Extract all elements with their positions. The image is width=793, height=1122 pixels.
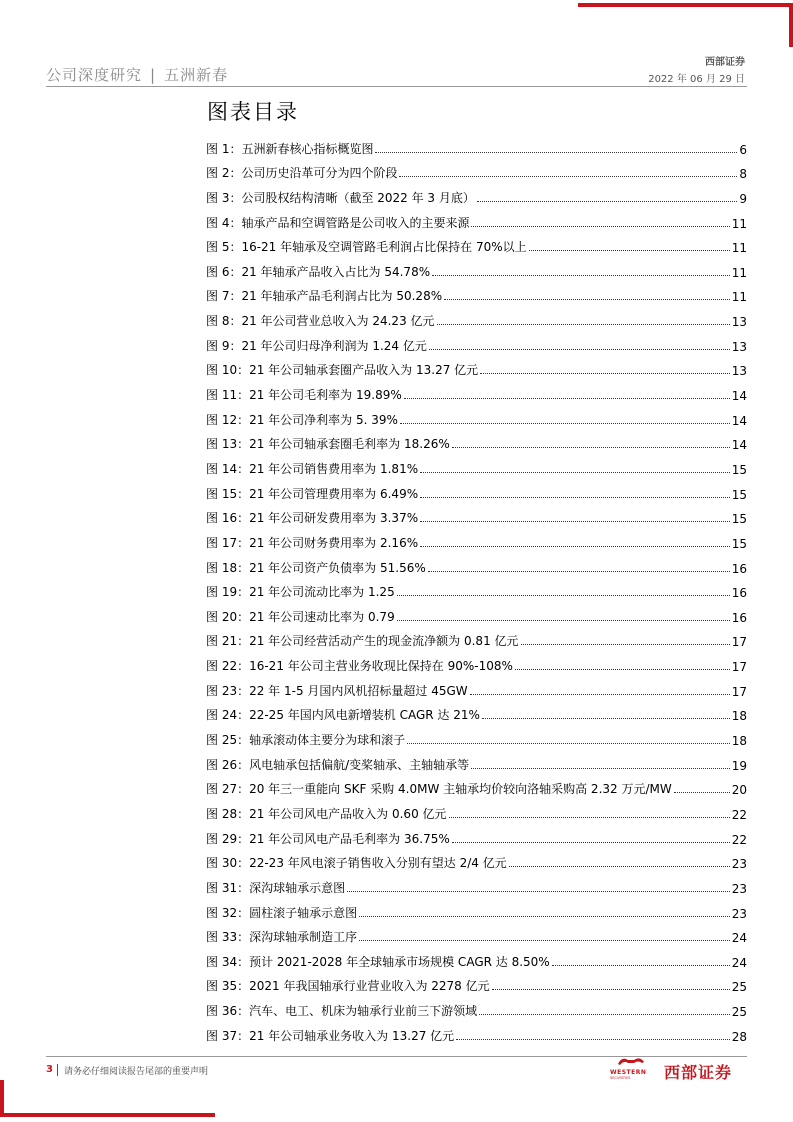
- corner-decoration-top-vertical: [789, 3, 793, 47]
- toc-entry-label: 图 5：16-21 年轴承及空调管路毛利润占比保持在 70%以上: [206, 240, 527, 255]
- toc-dot-leader: [397, 620, 730, 621]
- toc-entry[interactable]: [206, 132, 747, 157]
- toc-entry-page: 28: [731, 1029, 747, 1044]
- toc-entry-label: 图 11：21 年公司毛利率为 19.89%: [206, 388, 402, 403]
- toc-entry-label: 图 22：16-21 年公司主营业务收现比保持在 90%-108%: [206, 659, 513, 674]
- toc-entry-page: 18: [731, 709, 747, 724]
- toc-entry[interactable]: [206, 699, 747, 724]
- toc-dot-leader: [397, 595, 730, 596]
- toc-dot-leader: [429, 349, 730, 350]
- toc-title: 图表目录: [207, 100, 299, 124]
- toc-dot-leader: [404, 398, 730, 399]
- toc-entry-page: 20: [731, 783, 747, 798]
- toc-entry-label: 图 8：21 年公司营业总收入为 24.23 亿元: [206, 314, 435, 329]
- toc-entry-label: 图 17：21 年公司财务费用率为 2.16%: [206, 535, 419, 550]
- toc-entry-label: 图 21：21 年公司经营活动产生的现金流净额为 0.81 亿元: [206, 634, 519, 649]
- toc-entry-label: 图 25：轴承滚动体主要分为球和滚子: [206, 733, 406, 748]
- toc-entry[interactable]: [206, 551, 747, 576]
- toc-dot-leader: [420, 546, 730, 547]
- toc-dot-leader: [674, 792, 730, 793]
- header-brand: 西部证券: [705, 57, 745, 68]
- toc-entry-label: 图 3：公司股权结构清晰（截至 2022 年 3 月底）: [206, 190, 475, 205]
- toc-entry[interactable]: [206, 329, 747, 354]
- logo-subtitle: SECURITIES: [610, 1076, 631, 1080]
- toc-entry[interactable]: [206, 1019, 747, 1044]
- toc-dot-leader: [521, 644, 730, 645]
- toc-entry-page: 15: [731, 512, 747, 527]
- toc-entry-page: 22: [731, 807, 747, 822]
- toc-entry-page: 9: [739, 191, 747, 206]
- toc-entry[interactable]: [206, 502, 747, 527]
- toc-entry[interactable]: [206, 157, 747, 182]
- toc-entry-label: 图 24：22-25 年国内风电新增装机 CAGR 达 21%: [206, 708, 480, 723]
- toc-entry[interactable]: [206, 847, 747, 872]
- toc-dot-leader: [359, 940, 730, 941]
- toc-dot-leader: [471, 768, 730, 769]
- toc-entry-page: 8: [739, 167, 747, 182]
- toc-dot-leader: [359, 916, 730, 917]
- toc-entry-label: 图 10：21 年公司轴承套圈产品收入为 13.27 亿元: [206, 363, 479, 378]
- toc-entry-page: 24: [731, 955, 747, 970]
- toc-dot-leader: [456, 1039, 730, 1040]
- toc-entry-page: 13: [731, 315, 747, 330]
- header-divider: [46, 86, 747, 87]
- header-section: 公司深度研究: [46, 66, 143, 84]
- toc-list: [206, 132, 747, 1044]
- footer-page-number: 3: [46, 1064, 53, 1075]
- toc-entry[interactable]: [206, 526, 747, 551]
- toc-entry-label: 图 36：汽车、电工、机床为轴承行业前三下游领域: [206, 1004, 478, 1019]
- toc-entry-page: 23: [731, 857, 747, 872]
- toc-entry[interactable]: [206, 822, 747, 847]
- logo-english: WESTERN: [610, 1069, 647, 1076]
- footer-disclaimer: 请务必仔细阅读报告尾部的重要声明: [64, 1067, 209, 1077]
- toc-entry[interactable]: [206, 477, 747, 502]
- toc-entry[interactable]: [206, 748, 747, 773]
- toc-entry-label: 图 33：深沟球轴承制造工序: [206, 930, 358, 945]
- toc-dot-leader: [471, 226, 729, 227]
- toc-dot-leader: [479, 1014, 730, 1015]
- toc-entry[interactable]: [206, 378, 747, 403]
- toc-entry-page: 16: [731, 586, 747, 601]
- toc-entry-page: 16: [731, 561, 747, 576]
- toc-entry[interactable]: [206, 723, 747, 748]
- toc-entry[interactable]: [206, 970, 747, 995]
- toc-entry-page: 6: [739, 142, 747, 157]
- toc-dot-leader: [452, 447, 730, 448]
- toc-entry[interactable]: [206, 945, 747, 970]
- toc-entry[interactable]: [206, 280, 747, 305]
- toc-entry[interactable]: [206, 896, 747, 921]
- toc-entry[interactable]: [206, 576, 747, 601]
- toc-entry[interactable]: [206, 403, 747, 428]
- toc-entry-label: 图 15：21 年公司管理费用率为 6.49%: [206, 486, 419, 501]
- toc-entry-page: 22: [731, 832, 747, 847]
- toc-entry[interactable]: [206, 994, 747, 1019]
- toc-dot-leader: [452, 842, 730, 843]
- toc-dot-leader: [399, 176, 737, 177]
- toc-dot-leader: [407, 743, 730, 744]
- toc-entry-label: 图 9：21 年公司归母净利润为 1.24 亿元: [206, 338, 427, 353]
- toc-entry-label: 图 7：21 年轴承产品毛利润占比为 50.28%: [206, 289, 443, 304]
- toc-entry-page: 23: [731, 906, 747, 921]
- toc-dot-leader: [420, 497, 730, 498]
- toc-entry-label: 图 30：22-23 年风电滚子销售收入分别有望达 2/4 亿元: [206, 856, 507, 871]
- toc-dot-leader: [492, 989, 730, 990]
- toc-entry-page: 15: [731, 487, 747, 502]
- toc-entry-label: 图 23：22 年 1-5 月国内风机招标量超过 45GW: [206, 683, 468, 698]
- toc-entry-page: 17: [731, 684, 747, 699]
- corner-decoration-bottom-horizontal: [0, 1113, 215, 1117]
- toc-dot-leader: [515, 669, 730, 670]
- toc-entry-page: 11: [731, 290, 747, 305]
- footer-separator: [57, 1064, 58, 1076]
- toc-entry-page: 25: [731, 980, 747, 995]
- toc-entry-page: 25: [731, 1005, 747, 1020]
- toc-entry[interactable]: [206, 600, 747, 625]
- toc-entry[interactable]: [206, 773, 747, 798]
- toc-entry-page: 19: [731, 758, 747, 773]
- company-logo: [610, 1060, 750, 1082]
- toc-entry-label: 图 34：预计 2021-2028 年全球轴承市场规模 CAGR 达 8.50%: [206, 954, 550, 969]
- toc-entry-label: 图 6：21 年轴承产品收入占比为 54.78%: [206, 264, 431, 279]
- toc-dot-leader: [432, 275, 730, 276]
- toc-entry-label: 图 20：21 年公司速动比率为 0.79: [206, 609, 395, 624]
- toc-entry-page: 17: [731, 635, 747, 650]
- toc-entry[interactable]: [206, 921, 747, 946]
- logo-chinese: 西部证券: [664, 1063, 733, 1082]
- toc-dot-leader: [347, 891, 730, 892]
- toc-entry[interactable]: [206, 797, 747, 822]
- header-separator: |: [150, 66, 157, 84]
- toc-entry-label: 图 35：2021 年我国轴承行业营业收入为 2278 亿元: [206, 979, 490, 994]
- toc-entry-label: 图 27：20 年三一重能向 SKF 采购 4.0MW 主轴承均价较向洛轴采购高 2.32 万元/MW: [206, 782, 672, 797]
- toc-dot-leader: [470, 694, 730, 695]
- toc-dot-leader: [529, 250, 730, 251]
- toc-dot-leader: [428, 571, 730, 572]
- toc-dot-leader: [420, 521, 730, 522]
- toc-entry-label: 图 14：21 年公司销售费用率为 1.81%: [206, 461, 419, 476]
- toc-entry-page: 11: [731, 241, 747, 256]
- toc-entry-label: 图 19：21 年公司流动比率为 1.25: [206, 585, 395, 600]
- toc-dot-leader: [449, 817, 730, 818]
- toc-entry-label: 图 12：21 年公司净利率为 5. 39%: [206, 412, 398, 427]
- toc-dot-leader: [375, 152, 737, 153]
- toc-entry-label: 图 29：21 年公司风电产品毛利率为 36.75%: [206, 831, 450, 846]
- page-header-left: [46, 64, 228, 85]
- toc-entry-label: 图 2：公司历史沿革可分为四个阶段: [206, 166, 398, 181]
- header-company: 五洲新春: [164, 66, 229, 84]
- toc-entry-label: 图 28：21 年公司风电产品收入为 0.60 亿元: [206, 806, 447, 821]
- toc-entry-page: 15: [731, 536, 747, 551]
- toc-dot-leader: [444, 299, 730, 300]
- toc-dot-leader: [552, 965, 730, 966]
- toc-entry[interactable]: [206, 452, 747, 477]
- toc-entry-page: 17: [731, 660, 747, 675]
- toc-entry-page: 11: [731, 265, 747, 280]
- toc-entry[interactable]: [206, 354, 747, 379]
- toc-entry-page: 18: [731, 734, 747, 749]
- toc-entry-page: 13: [731, 339, 747, 354]
- toc-entry-page: 15: [731, 462, 747, 477]
- toc-entry-page: 11: [731, 216, 747, 231]
- header-date: 2022 年 06 月 29 日: [648, 74, 745, 85]
- toc-entry-label: 图 37：21 年公司轴承业务收入为 13.27 亿元: [206, 1028, 455, 1043]
- toc-entry-page: 14: [731, 389, 747, 404]
- toc-entry-label: 图 31：深沟球轴承示意图: [206, 880, 346, 895]
- toc-dot-leader: [437, 324, 730, 325]
- toc-entry[interactable]: [206, 304, 747, 329]
- toc-dot-leader: [480, 373, 730, 374]
- toc-entry[interactable]: [206, 649, 747, 674]
- toc-entry[interactable]: [206, 181, 747, 206]
- toc-entry-label: 图 1：五洲新春核心指标概览图: [206, 141, 374, 156]
- toc-entry-label: 图 4：轴承产品和空调管路是公司收入的主要来源: [206, 215, 470, 230]
- toc-entry-label: 图 13：21 年公司轴承套圈毛利率为 18.26%: [206, 437, 450, 452]
- toc-dot-leader: [477, 201, 737, 202]
- toc-entry-label: 图 32：圆柱滚子轴承示意图: [206, 905, 358, 920]
- toc-entry-label: 图 26：风电轴承包括偏航/变桨轴承、主轴轴承等: [206, 757, 470, 772]
- toc-dot-leader: [420, 472, 730, 473]
- toc-dot-leader: [509, 866, 730, 867]
- corner-decoration-top-horizontal: [578, 3, 793, 7]
- toc-entry-page: 14: [731, 413, 747, 428]
- toc-entry-page: 14: [731, 438, 747, 453]
- toc-entry[interactable]: [206, 206, 747, 231]
- bull-logo-icon: [616, 1054, 646, 1068]
- toc-entry-page: 24: [731, 931, 747, 946]
- toc-dot-leader: [482, 718, 730, 719]
- toc-entry[interactable]: [206, 231, 747, 256]
- toc-entry[interactable]: [206, 255, 747, 280]
- toc-entry-page: 16: [731, 610, 747, 625]
- toc-dot-leader: [400, 423, 730, 424]
- toc-entry-page: 13: [731, 364, 747, 379]
- toc-entry[interactable]: [206, 674, 747, 699]
- toc-entry[interactable]: [206, 625, 747, 650]
- toc-entry[interactable]: [206, 871, 747, 896]
- toc-entry[interactable]: [206, 428, 747, 453]
- toc-entry-page: 23: [731, 881, 747, 896]
- toc-entry-label: 图 16：21 年公司研发费用率为 3.37%: [206, 511, 419, 526]
- toc-entry-label: 图 18：21 年公司资产负债率为 51.56%: [206, 560, 426, 575]
- corner-decoration-bottom-vertical: [0, 1080, 4, 1117]
